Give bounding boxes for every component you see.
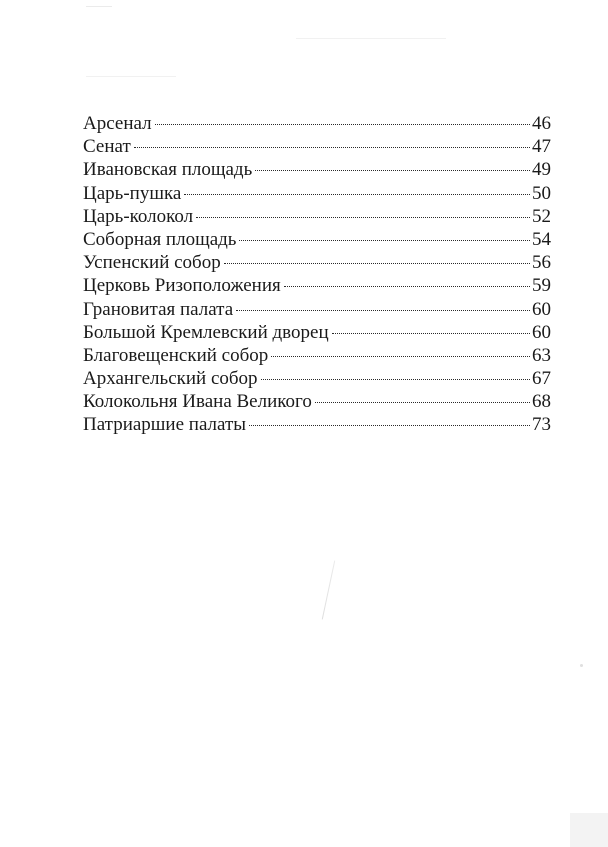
- toc-entry: [83, 135, 551, 158]
- toc-dot-leader: [315, 402, 530, 403]
- toc-entry: [83, 112, 551, 135]
- toc-dot-leader: [249, 425, 530, 426]
- toc-dot-leader: [236, 310, 530, 311]
- toc-entry-page: 63: [532, 344, 551, 366]
- toc-dot-leader: [134, 147, 530, 148]
- scan-artifact: [86, 6, 112, 7]
- scan-artifact: [296, 38, 446, 39]
- toc-entry-title: Большой Кремлевский дворец: [83, 321, 329, 343]
- toc-entry: [83, 158, 551, 181]
- toc-entry-page: 52: [532, 205, 551, 227]
- toc-entry: [83, 321, 551, 344]
- toc-entry-page: 73: [532, 414, 551, 436]
- toc-dot-leader: [184, 194, 530, 195]
- toc-entry-title: Соборная площадь: [83, 228, 237, 250]
- toc-entry-page: 59: [532, 275, 551, 297]
- toc-entry-title: Архангельский собор: [83, 368, 258, 390]
- toc-entry: [83, 274, 551, 297]
- toc-dot-leader: [271, 356, 530, 357]
- toc-entry-title: Сенат: [83, 136, 131, 158]
- toc-dot-leader: [284, 286, 530, 287]
- table-of-contents: [83, 112, 551, 437]
- toc-dot-leader: [332, 333, 530, 334]
- toc-entry-page: 56: [532, 252, 551, 274]
- toc-entry: [83, 413, 551, 436]
- scan-artifact: [86, 76, 176, 77]
- toc-entry-title: Ивановская площадь: [83, 159, 253, 181]
- toc-entry-title: Успенский собор: [83, 252, 221, 274]
- toc-entry-title: Арсенал: [83, 113, 152, 134]
- toc-dot-leader: [224, 263, 530, 264]
- toc-entry: [83, 182, 551, 205]
- toc-entry-page: 50: [532, 182, 551, 204]
- scan-artifact: [322, 561, 335, 620]
- toc-dot-leader: [255, 170, 530, 171]
- toc-dot-leader: [155, 124, 530, 125]
- toc-dot-leader: [239, 240, 530, 241]
- toc-dot-leader: [261, 379, 530, 380]
- toc-entry: [83, 367, 551, 390]
- toc-dot-leader: [196, 217, 530, 218]
- toc-entry-page: 54: [532, 228, 551, 250]
- toc-entry-title: Колокольня Ивана Великого: [83, 391, 312, 413]
- toc-entry-title: Патриаршие палаты: [83, 414, 247, 436]
- toc-entry-page: 67: [532, 368, 551, 390]
- toc-entry-title: Царь-колокол: [83, 205, 194, 227]
- toc-entry-title: Царь-пушка: [83, 182, 182, 204]
- toc-entry: [83, 298, 551, 321]
- toc-entry: [83, 228, 551, 251]
- toc-entry-title: Церковь Ризоположения: [83, 275, 281, 297]
- toc-entry-page: 46: [532, 113, 551, 134]
- scan-artifact: [570, 813, 608, 847]
- toc-entry-page: 60: [532, 321, 551, 343]
- toc-entry: [83, 344, 551, 367]
- toc-entry: [83, 205, 551, 228]
- toc-entry-title: Грановитая палата: [83, 298, 234, 320]
- toc-entry-page: 60: [532, 298, 551, 320]
- toc-entry-title: Благовещенский собор: [83, 344, 269, 366]
- toc-entry-page: 49: [532, 159, 551, 181]
- toc-entry-page: 47: [532, 136, 551, 158]
- toc-entry: [83, 390, 551, 413]
- toc-entry-page: 68: [532, 391, 551, 413]
- scan-artifact: [580, 664, 583, 667]
- toc-entry: [83, 251, 551, 274]
